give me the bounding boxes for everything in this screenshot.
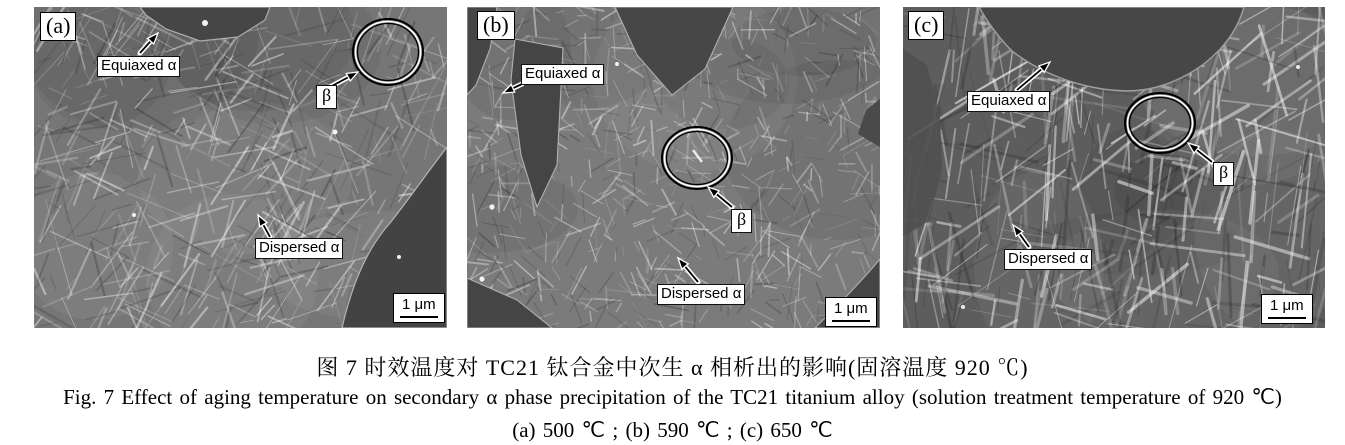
scale-bar [393, 293, 445, 323]
scale-bar [1261, 294, 1313, 324]
dispersed-alpha-label: Dispersed α [1004, 249, 1092, 270]
panel-letter: (b) [477, 11, 515, 40]
sem-micrograph-b [467, 7, 880, 328]
beta-label: β [316, 85, 337, 109]
sem-micrograph-a [34, 7, 447, 328]
micrograph-panel-a [34, 7, 447, 328]
beta-label: β [731, 209, 752, 233]
scale-label: 1 μm [1268, 298, 1306, 319]
beta-label: β [1213, 162, 1234, 186]
figure-caption-subpanels: (a) 500 ℃ ; (b) 590 ℃ ; (c) 650 ℃ [512, 418, 833, 442]
sem-micrograph-c [903, 7, 1325, 328]
scale-label: 1 μm [400, 297, 438, 318]
dispersed-alpha-label: Dispersed α [255, 238, 343, 259]
panel-letter: (a) [40, 12, 76, 41]
figure-caption-chinese: 图 7 时效温度对 TC21 钛合金中次生 α 相析出的影响(固溶温度 920 ℃) [316, 355, 1029, 380]
equiaxed-alpha-label: Equiaxed α [521, 64, 604, 85]
scale-bar [825, 297, 877, 327]
dispersed-alpha-label: Dispersed α [657, 284, 745, 305]
figure-caption-english: Fig. 7 Effect of aging temperature on secondary α phase precipitation of the TC21 titanium alloy (solution treatment temperature of 920 ℃) [63, 385, 1282, 409]
micrograph-panel-c [903, 7, 1325, 328]
scale-label: 1 μm [832, 301, 870, 322]
equiaxed-alpha-label: Equiaxed α [97, 56, 180, 77]
panel-letter: (c) [908, 11, 944, 40]
micrograph-panel-b [467, 7, 880, 328]
equiaxed-alpha-label: Equiaxed α [967, 91, 1050, 112]
